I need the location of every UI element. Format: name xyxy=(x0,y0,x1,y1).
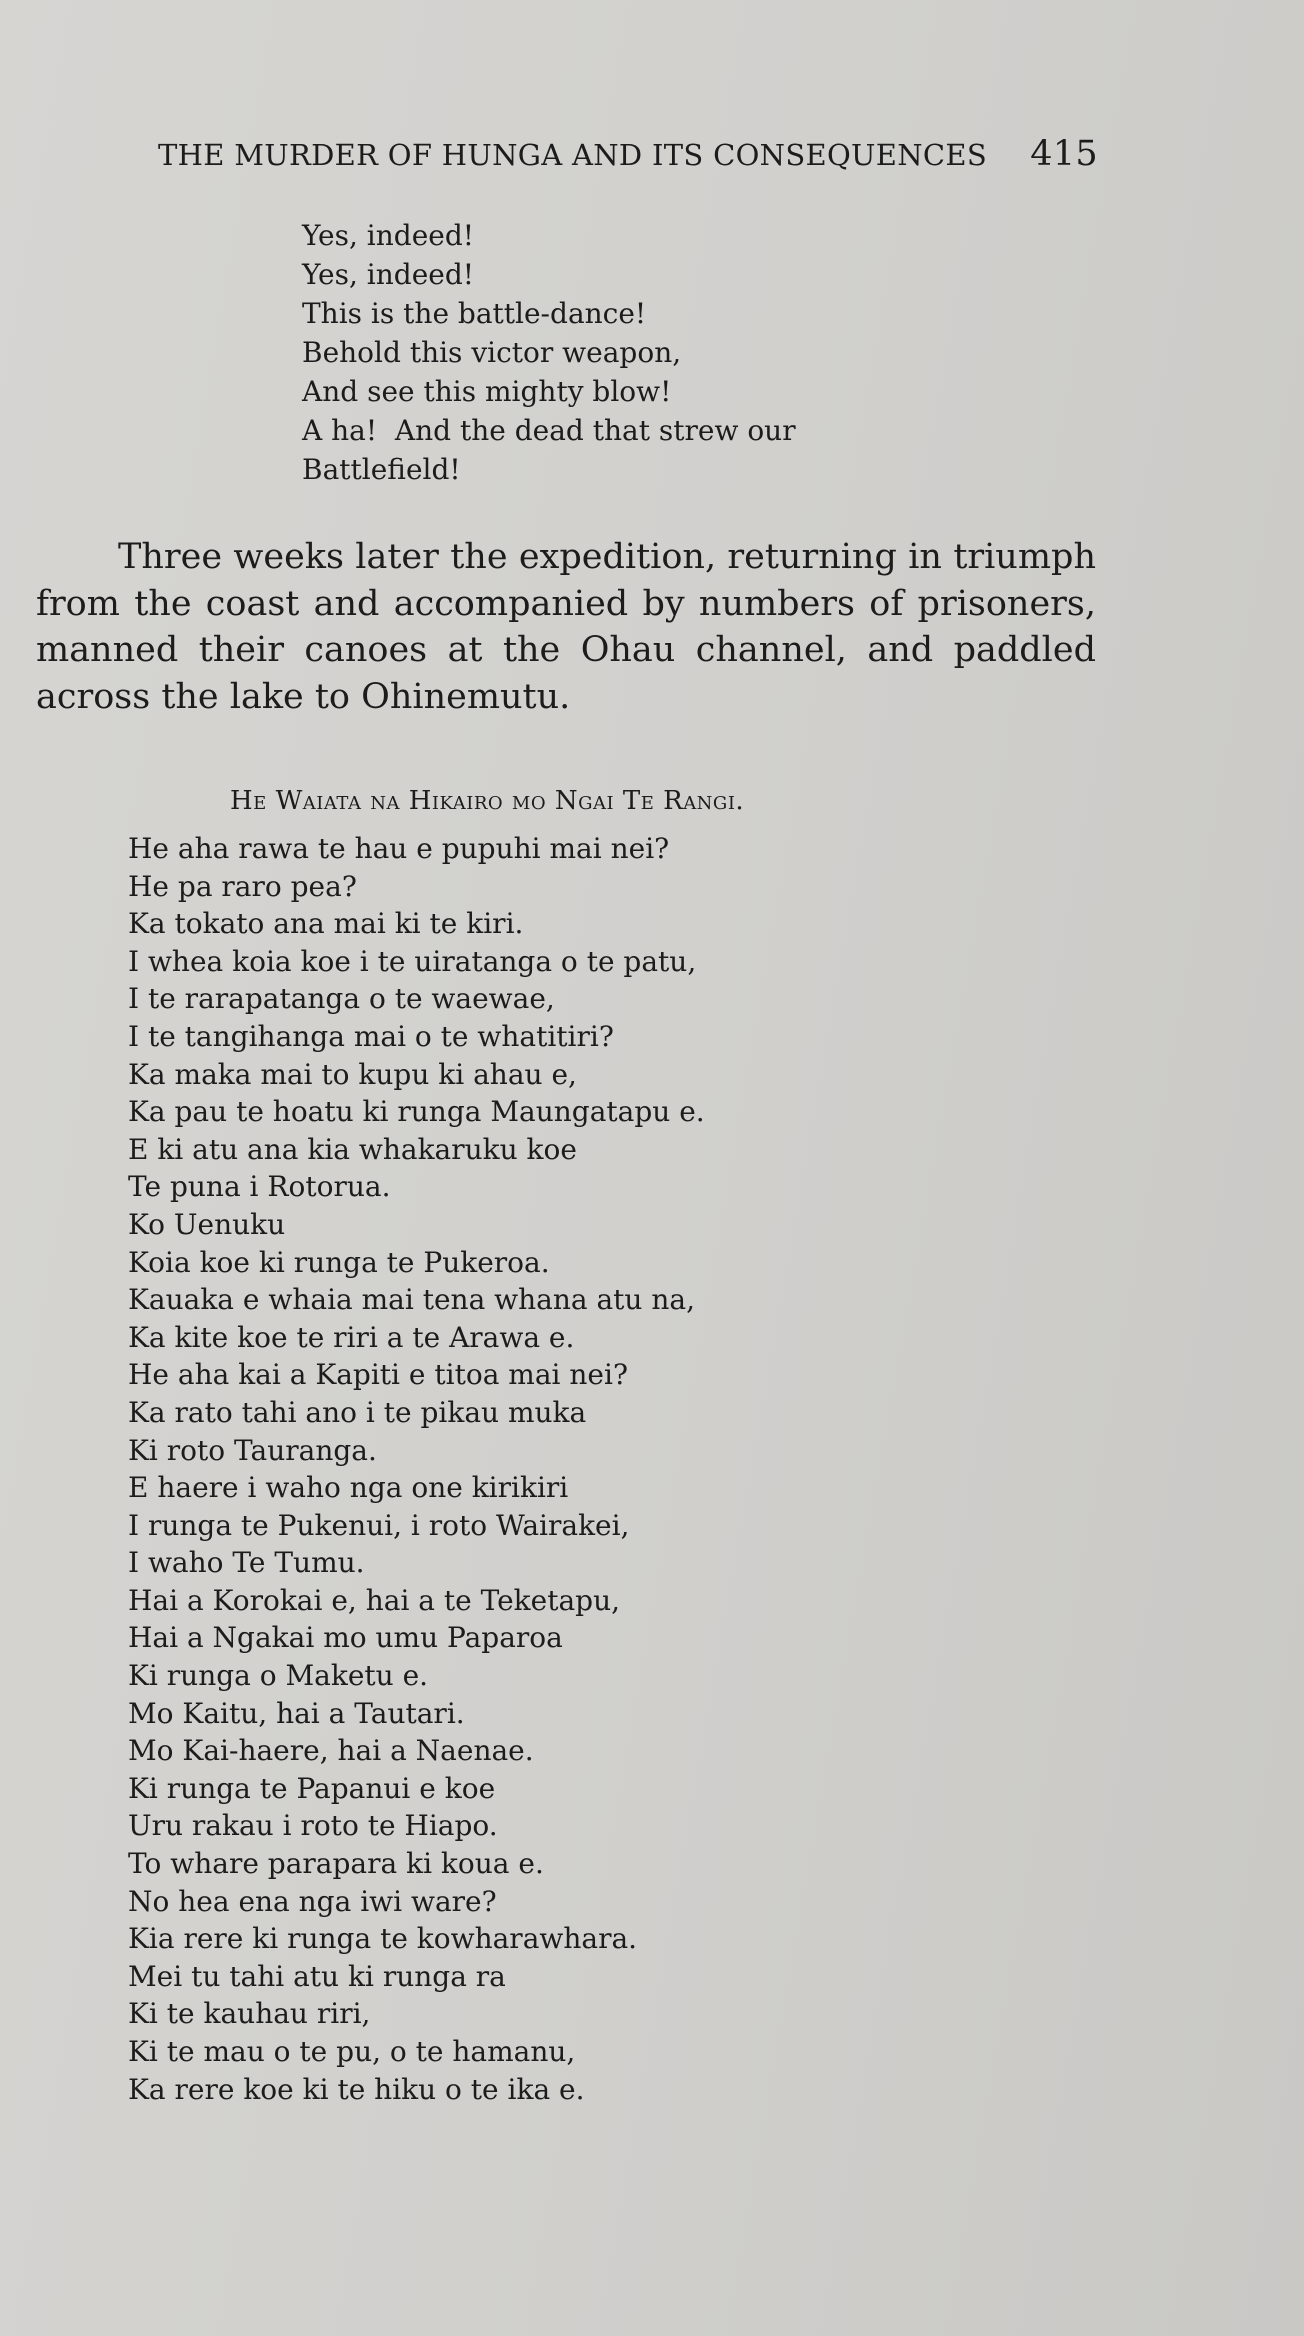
poem-line: Te puna i Rotorua. xyxy=(128,1170,391,1204)
poem-line: No hea ena nga iwi ware? xyxy=(128,1884,497,1918)
poem-line: Kia rere ki runga te kowharawhara. xyxy=(128,1922,638,1956)
prose-paragraph xyxy=(36,534,1096,720)
poem-line: Ka tokato ana mai ki te kiri. xyxy=(128,907,524,941)
poem-line: Ka pau te hoatu ki runga Maungatapu e. xyxy=(128,1095,705,1129)
poem-line: Hai a Korokai e, hai a te Teketapu, xyxy=(128,1583,621,1617)
verse-line: A ha! And the dead that strew our xyxy=(302,414,796,447)
poem-line: He aha kai a Kapiti e titoa mai nei? xyxy=(128,1358,628,1392)
poem-line: I waho Te Tumu. xyxy=(128,1546,365,1580)
poem-line: Ka kite koe te riri a te Arawa e. xyxy=(128,1320,575,1354)
verse-line: Behold this victor weapon, xyxy=(302,336,682,369)
poem-line: To whare parapara ki koua e. xyxy=(128,1847,544,1881)
prose-line: manned their canoes at the Ohau channel, and paddled xyxy=(36,630,1096,670)
poem-line: He pa raro pea? xyxy=(128,869,357,903)
prose-line: from the coast and accompanied by numbers of prisoners, xyxy=(36,583,1096,624)
poem-line: Ki te mau o te pu, o te hamanu, xyxy=(128,2035,576,2068)
prose-line: Three weeks later the expedition, returning in triumph xyxy=(118,537,1096,577)
verse-line: Yes, indeed! xyxy=(302,258,475,291)
poem-line: Kauaka e whaia mai tena whana atu na, xyxy=(128,1283,695,1317)
poem-line: Ka rato tahi ano i te pikau muka xyxy=(128,1395,587,1429)
poem-line: Ki runga te Papanui e koe xyxy=(128,1771,496,1805)
poem-line: I te tangihanga mai o te whatitiri? xyxy=(128,1019,614,1053)
poem-line: Mei tu tahi atu ki runga ra xyxy=(128,1959,506,1993)
poem-line: Uru rakau i roto te Hiapo. xyxy=(128,1809,498,1843)
verse-line: Yes, indeed! xyxy=(302,219,475,252)
poem-line: I whea koia koe i te uiratanga o te patu, xyxy=(128,944,697,978)
verse-line: And see this mighty blow! xyxy=(302,375,672,408)
running-title: THE MURDER OF HUNGA AND ITS CONSEQUENCES xyxy=(158,138,988,172)
poem-line: Ka rere koe ki te hiku o te ika e. xyxy=(128,2072,585,2106)
poem-line: He aha rawa te hau e pupuhi mai nei? xyxy=(128,832,670,865)
poem-line: Koia koe ki runga te Pukeroa. xyxy=(128,1245,550,1279)
poem-line: Ki roto Tauranga. xyxy=(128,1433,377,1467)
verse-line: Battlefield! xyxy=(302,453,461,486)
poem-title: He Waiata na Hikairo mo Ngai Te Rangi. xyxy=(230,786,745,816)
poem-line: I te rarapatanga o te waewae, xyxy=(128,982,555,1016)
poem-line: E ki atu ana kia whakaruku koe xyxy=(128,1132,577,1166)
poem-line: Mo Kaitu, hai a Tautari. xyxy=(128,1696,465,1730)
verse-line: This is the battle-dance! xyxy=(302,297,647,330)
poem-line: Ka maka mai to kupu ki ahau e, xyxy=(128,1057,577,1091)
poem-line: Ki te kauhau riri, xyxy=(128,1997,371,2031)
poem-line: Ko Uenuku xyxy=(128,1207,286,1241)
verse-translation xyxy=(302,216,796,489)
poem-line: Mo Kai-haere, hai a Naenae. xyxy=(128,1734,534,1768)
poem-line: Hai a Ngakai mo umu Paparoa xyxy=(128,1621,563,1655)
page-number: 415 xyxy=(1030,134,1098,174)
prose-line: across the lake to Ohinemutu. xyxy=(36,676,571,717)
maori-poem xyxy=(128,830,705,2108)
poem-line: E haere i waho nga one kirikiri xyxy=(128,1471,569,1505)
poem-line: I runga te Pukenui, i roto Wairakei, xyxy=(128,1508,630,1542)
poem-line: Ki runga o Maketu e. xyxy=(128,1659,429,1693)
